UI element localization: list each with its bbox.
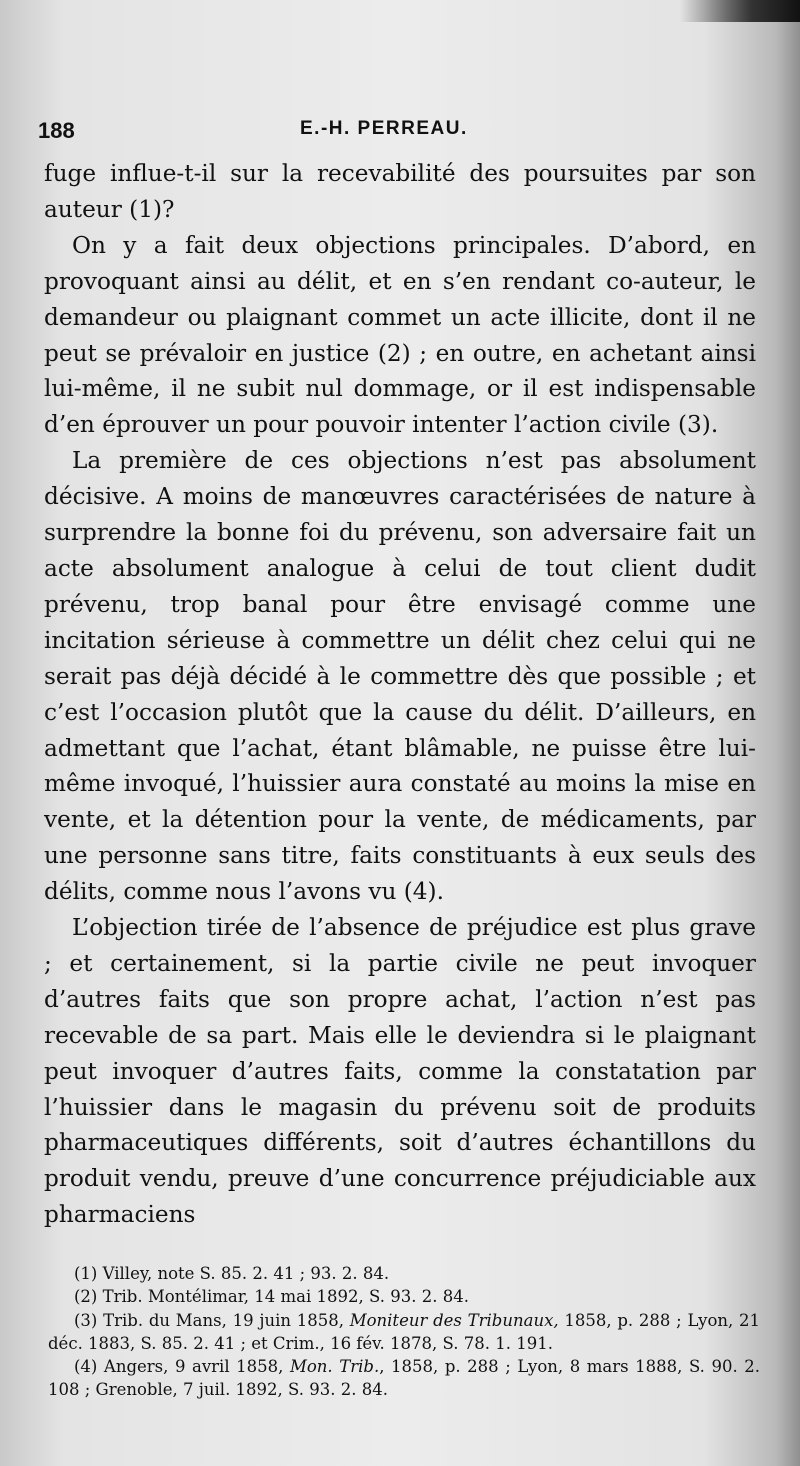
footnote-4-text: (4) Angers, 9 avril 1858, xyxy=(74,1357,290,1377)
footnote-3-text: (3) Trib. du Mans, 19 juin 1858, xyxy=(74,1310,350,1330)
footnote-4-journal: Mon. Trib. xyxy=(289,1357,380,1377)
footnotes xyxy=(48,1262,760,1402)
body-text xyxy=(44,156,756,1233)
footnote-3-text-end: 1858, p. 288 ; Lyon, 21 déc. 1883, S. 85. 2. 41 ; et Crim., 16 fév. 1878, S. 78. 1. 191. xyxy=(48,1310,760,1353)
paragraph: La première de ces objections n’est pas absolument décisive. A moins de manœuvres caractérisées de nature à surprendre la bonne foi du prévenu, son adversaire fait un acte absolument analogue à celui de tout client dudit prévenu, trop banal pour être envisagé comme une incitation sérieuse à commettre un délit chez celui qui ne serait pas déjà décidé à le commettre dès que possible ; et c’est l’occasion plutôt que la cause du délit. D’ailleurs, en admettant que l’achat, étant blâmable, ne puisse être lui-même invoqué, l’huissier aura constaté au moins la mise en vente, et la détention pour la vente, de médicaments, par une personne sans titre, faits constituants à eux seuls des délits, comme nous l’avons vu (4). xyxy=(44,447,756,906)
page-number: 188 xyxy=(38,118,75,143)
footnote-3-journal: Moniteur des Tribunaux, xyxy=(349,1310,559,1330)
running-head: E.-H. PERREAU. xyxy=(300,118,468,139)
page-header xyxy=(38,118,758,148)
paragraph: L’objection tirée de l’absence de préjudice est plus grave ; et certainement, si la partie civile ne peut invoquer d’autres faits que son propre achat, l’action n’est pas recevable de sa part. Mais elle le deviendra si le plaignant peut invoquer d’autres faits, comme la constatation par l’huissier dans le magasin du prévenu soit de produits pharmaceutiques différents, soit d’autres échantillons du produit vendu, preuve d’une concurrence préjudiciable aux pharmaciens xyxy=(44,914,756,1229)
footnote-1: (1) Villey, note S. 85. 2. 41 ; 93. 2. 84. xyxy=(74,1264,390,1283)
footnote-2: (2) Trib. Montélimar, 14 mai 1892, S. 93. 2. 84. xyxy=(74,1287,469,1307)
footnote-4-text-end: , 1858, p. 288 ; Lyon, 8 mars 1888, S. 90. 2. 108 ; Grenoble, 7 juil. 1892, S. 93. 2. 84. xyxy=(48,1357,760,1400)
paragraph-continuation: fuge influe-t-il sur la recevabilité des poursuites par son auteur (1)? xyxy=(44,160,756,223)
scan-shadow xyxy=(680,0,800,22)
footnote-3 xyxy=(48,1309,760,1356)
footnote-4 xyxy=(48,1355,760,1402)
paragraph: On y a fait deux objections principales. D’abord, en provoquant ainsi au délit, et en s’en rendant co-auteur, le demandeur ou plaignant commet un acte illicite, dont il ne peut se prévaloir en justice (2) ; en outre, en achetant ainsi lui-même, il ne subit nul dommage, or il est indispensable d’en éprouver un pour pouvoir intenter l’action civile (3). xyxy=(44,231,756,439)
